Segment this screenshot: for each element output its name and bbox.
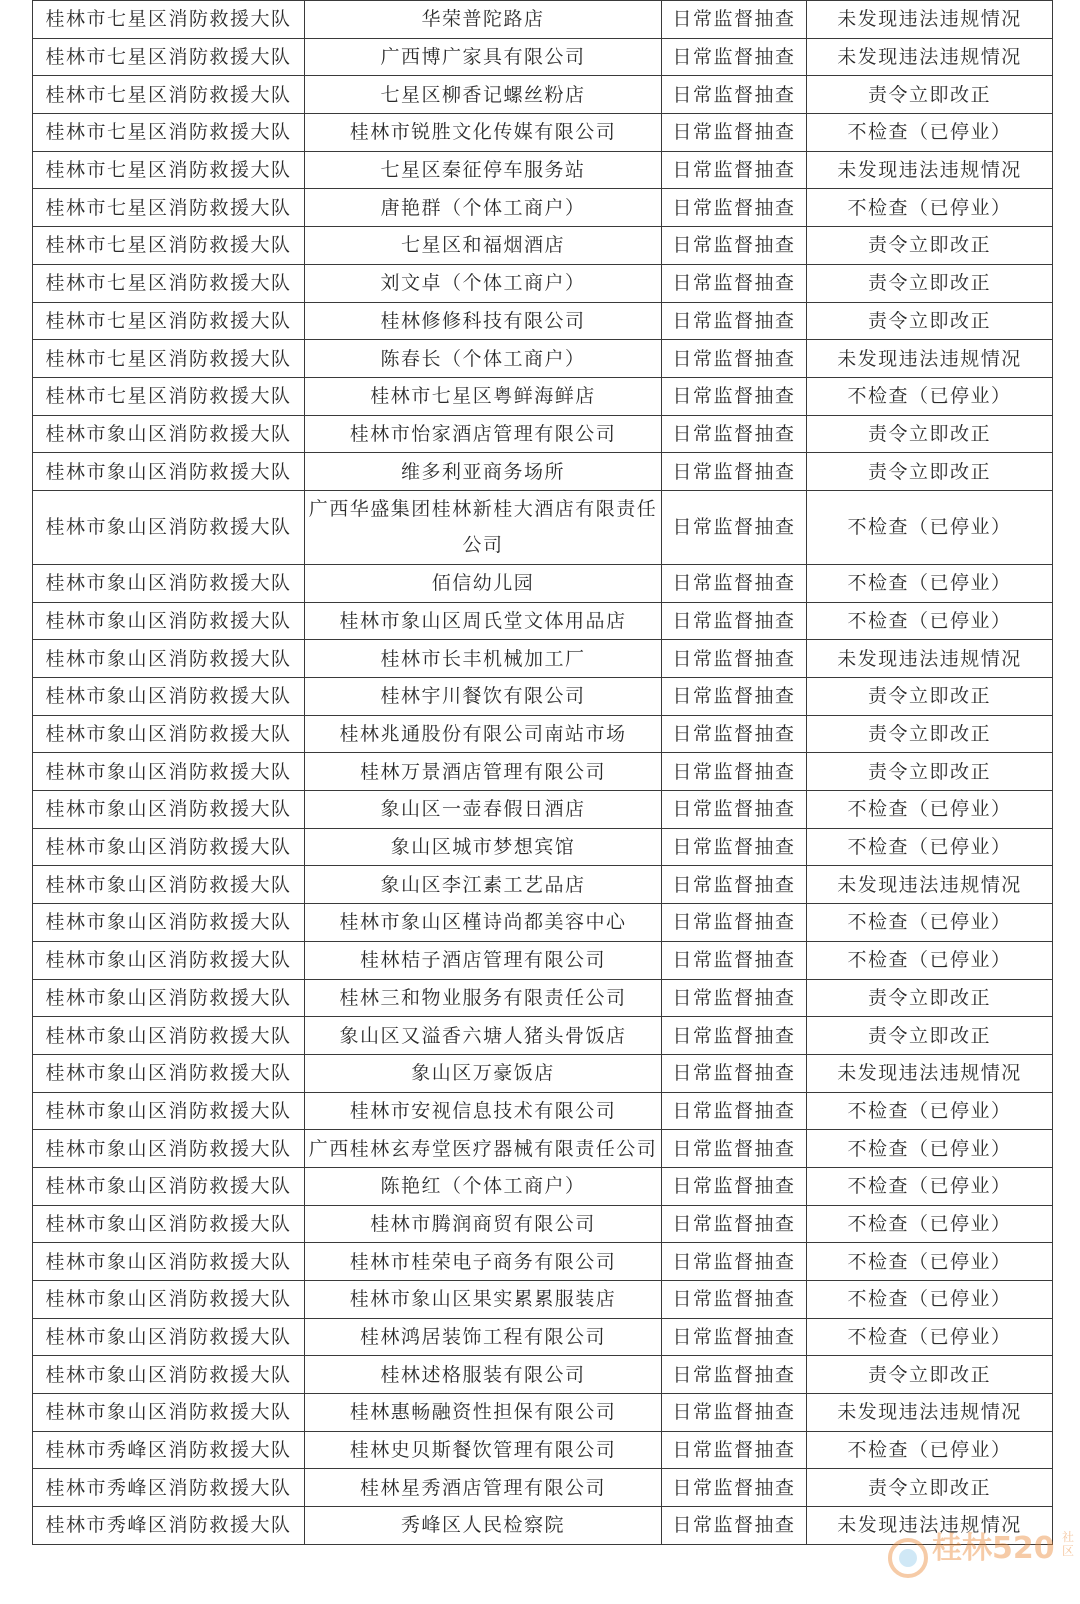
cell-entity-name: 陈艳红（个体工商户） [305,1167,662,1205]
cell-inspection-type: 日常监督抽查 [662,1167,807,1205]
cell-entity-name: 桂林市怡家酒店管理有限公司 [305,415,662,453]
table-row [33,114,1053,152]
table-row [33,38,1053,76]
table-row [33,227,1053,265]
cell-result: 责令立即改正 [807,453,1053,491]
cell-inspection-type: 日常监督抽查 [662,640,807,678]
cell-unit: 桂林市象山区消防救援大队 [33,791,305,829]
cell-unit: 桂林市象山区消防救援大队 [33,1281,305,1319]
cell-result: 不检查（已停业） [807,1243,1053,1281]
cell-inspection-type: 日常监督抽查 [662,1054,807,1092]
cell-unit: 桂林市象山区消防救援大队 [33,1356,305,1394]
cell-unit: 桂林市象山区消防救援大队 [33,828,305,866]
table-row [33,1130,1053,1168]
cell-result: 责令立即改正 [807,1017,1053,1055]
cell-unit: 桂林市象山区消防救援大队 [33,602,305,640]
cell-unit: 桂林市象山区消防救援大队 [33,979,305,1017]
cell-unit: 桂林市象山区消防救援大队 [33,1017,305,1055]
cell-unit: 桂林市象山区消防救援大队 [33,753,305,791]
cell-result: 未发现违法违规情况 [807,640,1053,678]
cell-unit: 桂林市七星区消防救援大队 [33,302,305,340]
cell-result: 未发现违法违规情况 [807,1507,1053,1545]
cell-inspection-type: 日常监督抽查 [662,1205,807,1243]
cell-entity-name: 陈春长（个体工商户） [305,340,662,378]
cell-unit: 桂林市象山区消防救援大队 [33,941,305,979]
cell-inspection-type: 日常监督抽查 [662,453,807,491]
cell-inspection-type: 日常监督抽查 [662,678,807,716]
cell-result: 不检查（已停业） [807,490,1053,564]
inspection-table-sheet [32,0,1052,1545]
cell-entity-name: 桂林修修科技有限公司 [305,302,662,340]
table-row [33,791,1053,829]
cell-entity-name: 桂林市桂荣电子商务有限公司 [305,1243,662,1281]
cell-entity-name: 桂林市长丰机械加工厂 [305,640,662,678]
table-row [33,1205,1053,1243]
cell-unit: 桂林市象山区消防救援大队 [33,490,305,564]
table-row [33,1017,1053,1055]
cell-inspection-type: 日常监督抽查 [662,564,807,602]
cell-entity-name: 佰信幼儿园 [305,564,662,602]
cell-inspection-type: 日常监督抽查 [662,979,807,1017]
cell-entity-name: 七星区秦征停车服务站 [305,151,662,189]
cell-result: 不检查（已停业） [807,941,1053,979]
cell-entity-name: 桂林鸿居装饰工程有限公司 [305,1318,662,1356]
table-row [33,866,1053,904]
cell-entity-name: 桂林市象山区周氏堂文体用品店 [305,602,662,640]
table-row [33,490,1053,564]
cell-unit: 桂林市秀峰区消防救援大队 [33,1507,305,1545]
cell-unit: 桂林市七星区消防救援大队 [33,38,305,76]
table-row [33,602,1053,640]
inspection-table-body [33,1,1053,1545]
table-row [33,1054,1053,1092]
cell-inspection-type: 日常监督抽查 [662,1431,807,1469]
table-row [33,377,1053,415]
cell-result: 不检查（已停业） [807,828,1053,866]
table-row [33,678,1053,716]
cell-unit: 桂林市象山区消防救援大队 [33,564,305,602]
cell-entity-name: 桂林市腾润商贸有限公司 [305,1205,662,1243]
cell-unit: 桂林市象山区消防救援大队 [33,1130,305,1168]
cell-result: 未发现违法违规情况 [807,151,1053,189]
table-row [33,1,1053,39]
cell-result: 责令立即改正 [807,979,1053,1017]
cell-entity-name: 桂林市七星区粤鲜海鲜店 [305,377,662,415]
cell-unit: 桂林市象山区消防救援大队 [33,1243,305,1281]
cell-unit: 桂林市七星区消防救援大队 [33,264,305,302]
inspection-table [32,0,1053,1545]
cell-result: 未发现违法违规情况 [807,1,1053,39]
cell-result: 不检查（已停业） [807,602,1053,640]
table-row [33,453,1053,491]
cell-entity-name: 广西桂林玄寿堂医疗器械有限责任公司 [305,1130,662,1168]
cell-unit: 桂林市象山区消防救援大队 [33,904,305,942]
cell-unit: 桂林市象山区消防救援大队 [33,1318,305,1356]
cell-entity-name: 桂林三和物业服务有限责任公司 [305,979,662,1017]
cell-result: 责令立即改正 [807,76,1053,114]
table-row [33,1243,1053,1281]
cell-inspection-type: 日常监督抽查 [662,76,807,114]
cell-result: 不检查（已停业） [807,904,1053,942]
cell-result: 责令立即改正 [807,415,1053,453]
cell-entity-name: 七星区柳香记螺丝粉店 [305,76,662,114]
cell-entity-name: 象山区城市梦想宾馆 [305,828,662,866]
cell-result: 不检查（已停业） [807,564,1053,602]
cell-result: 未发现违法违规情况 [807,340,1053,378]
cell-inspection-type: 日常监督抽查 [662,490,807,564]
cell-unit: 桂林市象山区消防救援大队 [33,866,305,904]
cell-inspection-type: 日常监督抽查 [662,340,807,378]
cell-entity-name: 华荣普陀路店 [305,1,662,39]
cell-unit: 桂林市象山区消防救援大队 [33,453,305,491]
cell-inspection-type: 日常监督抽查 [662,1507,807,1545]
cell-result: 责令立即改正 [807,264,1053,302]
table-row [33,151,1053,189]
cell-unit: 桂林市七星区消防救援大队 [33,76,305,114]
cell-entity-name: 桂林惠畅融资性担保有限公司 [305,1394,662,1432]
table-row [33,1356,1053,1394]
table-row [33,1394,1053,1432]
cell-unit: 桂林市象山区消防救援大队 [33,640,305,678]
cell-entity-name: 桂林兆通股份有限公司南站市场 [305,715,662,753]
cell-inspection-type: 日常监督抽查 [662,264,807,302]
cell-unit: 桂林市象山区消防救援大队 [33,1054,305,1092]
cell-unit: 桂林市象山区消防救援大队 [33,1205,305,1243]
table-row [33,264,1053,302]
cell-inspection-type: 日常监督抽查 [662,1243,807,1281]
table-row [33,302,1053,340]
cell-inspection-type: 日常监督抽查 [662,1394,807,1432]
table-row [33,941,1053,979]
table-row [33,979,1053,1017]
cell-entity-name: 桂林万景酒店管理有限公司 [305,753,662,791]
cell-inspection-type: 日常监督抽查 [662,941,807,979]
cell-result: 责令立即改正 [807,678,1053,716]
cell-entity-name: 桂林述格服装有限公司 [305,1356,662,1394]
table-row [33,828,1053,866]
cell-unit: 桂林市七星区消防救援大队 [33,114,305,152]
cell-entity-name: 七星区和福烟酒店 [305,227,662,265]
cell-result: 责令立即改正 [807,753,1053,791]
cell-inspection-type: 日常监督抽查 [662,602,807,640]
cell-inspection-type: 日常监督抽查 [662,1,807,39]
cell-inspection-type: 日常监督抽查 [662,1469,807,1507]
cell-unit: 桂林市七星区消防救援大队 [33,340,305,378]
cell-entity-name: 广西博广家具有限公司 [305,38,662,76]
cell-result: 不检查（已停业） [807,791,1053,829]
cell-entity-name: 桂林史贝斯餐饮管理有限公司 [305,1431,662,1469]
cell-entity-name: 象山区又溢香六塘人猪头骨饭店 [305,1017,662,1055]
cell-result: 未发现违法违规情况 [807,1054,1053,1092]
table-row [33,715,1053,753]
cell-entity-name: 秀峰区人民检察院 [305,1507,662,1545]
cell-result: 责令立即改正 [807,227,1053,265]
cell-entity-name: 象山区万豪饭店 [305,1054,662,1092]
cell-result: 不检查（已停业） [807,1431,1053,1469]
cell-inspection-type: 日常监督抽查 [662,828,807,866]
cell-inspection-type: 日常监督抽查 [662,1318,807,1356]
cell-entity-name: 象山区一壶春假日酒店 [305,791,662,829]
cell-inspection-type: 日常监督抽查 [662,791,807,829]
watermark-text: 桂林520 [932,1531,1055,1566]
cell-entity-name: 桂林市象山区果实累累服装店 [305,1281,662,1319]
cell-unit: 桂林市秀峰区消防救援大队 [33,1431,305,1469]
cell-unit: 桂林市象山区消防救援大队 [33,1167,305,1205]
cell-unit: 桂林市七星区消防救援大队 [33,1,305,39]
table-row [33,76,1053,114]
cell-entity-name: 桂林市锐胜文化传媒有限公司 [305,114,662,152]
cell-unit: 桂林市象山区消防救援大队 [33,1092,305,1130]
cell-inspection-type: 日常监督抽查 [662,715,807,753]
table-row [33,189,1053,227]
cell-unit: 桂林市象山区消防救援大队 [33,415,305,453]
table-row [33,1167,1053,1205]
cell-result: 责令立即改正 [807,302,1053,340]
cell-inspection-type: 日常监督抽查 [662,151,807,189]
cell-inspection-type: 日常监督抽查 [662,415,807,453]
cell-entity-name: 桂林星秀酒店管理有限公司 [305,1469,662,1507]
cell-inspection-type: 日常监督抽查 [662,302,807,340]
table-row [33,415,1053,453]
cell-unit: 桂林市七星区消防救援大队 [33,189,305,227]
cell-inspection-type: 日常监督抽查 [662,866,807,904]
cell-unit: 桂林市七星区消防救援大队 [33,227,305,265]
cell-entity-name: 维多利亚商务场所 [305,453,662,491]
cell-result: 未发现违法违规情况 [807,38,1053,76]
cell-entity-name: 桂林桔子酒店管理有限公司 [305,941,662,979]
cell-entity-name: 唐艳群（个体工商户） [305,189,662,227]
cell-result: 不检查（已停业） [807,189,1053,227]
table-row [33,340,1053,378]
cell-result: 未发现违法违规情况 [807,866,1053,904]
cell-result: 不检查（已停业） [807,114,1053,152]
cell-entity-name: 象山区李江素工艺品店 [305,866,662,904]
cell-result: 不检查（已停业） [807,1318,1053,1356]
cell-inspection-type: 日常监督抽查 [662,189,807,227]
cell-result: 不检查（已停业） [807,1167,1053,1205]
table-row [33,1469,1053,1507]
cell-result: 不检查（已停业） [807,1281,1053,1319]
cell-unit: 桂林市象山区消防救援大队 [33,715,305,753]
cell-unit: 桂林市七星区消防救援大队 [33,151,305,189]
cell-result: 不检查（已停业） [807,1092,1053,1130]
table-row [33,753,1053,791]
cell-entity-name: 桂林市安视信息技术有限公司 [305,1092,662,1130]
cell-inspection-type: 日常监督抽查 [662,753,807,791]
cell-unit: 桂林市七星区消防救援大队 [33,377,305,415]
cell-inspection-type: 日常监督抽查 [662,377,807,415]
cell-result: 未发现违法违规情况 [807,1394,1053,1432]
cell-unit: 桂林市象山区消防救援大队 [33,1394,305,1432]
cell-unit: 桂林市象山区消防救援大队 [33,678,305,716]
cell-entity-name: 桂林市象山区槿诗尚都美容中心 [305,904,662,942]
cell-result: 责令立即改正 [807,1356,1053,1394]
table-row [33,1281,1053,1319]
table-row [33,904,1053,942]
cell-inspection-type: 日常监督抽查 [662,227,807,265]
cell-inspection-type: 日常监督抽查 [662,38,807,76]
cell-entity-name: 刘文卓（个体工商户） [305,264,662,302]
cell-inspection-type: 日常监督抽查 [662,1130,807,1168]
watermark-side-text: 社区 [1062,1530,1075,1558]
cell-unit: 桂林市秀峰区消防救援大队 [33,1469,305,1507]
cell-result: 责令立即改正 [807,715,1053,753]
cell-inspection-type: 日常监督抽查 [662,114,807,152]
cell-inspection-type: 日常监督抽查 [662,1092,807,1130]
table-row [33,640,1053,678]
table-row [33,1092,1053,1130]
table-row [33,564,1053,602]
cell-result: 不检查（已停业） [807,1205,1053,1243]
cell-result: 不检查（已停业） [807,1130,1053,1168]
table-row [33,1318,1053,1356]
table-row [33,1431,1053,1469]
cell-result: 不检查（已停业） [807,377,1053,415]
cell-inspection-type: 日常监督抽查 [662,1017,807,1055]
table-row [33,1507,1053,1545]
cell-result: 责令立即改正 [807,1469,1053,1507]
cell-inspection-type: 日常监督抽查 [662,1281,807,1319]
cell-inspection-type: 日常监督抽查 [662,1356,807,1394]
cell-entity-name: 桂林宇川餐饮有限公司 [305,678,662,716]
cell-entity-name: 广西华盛集团桂林新桂大酒店有限责任公司 [305,490,662,564]
cell-inspection-type: 日常监督抽查 [662,904,807,942]
